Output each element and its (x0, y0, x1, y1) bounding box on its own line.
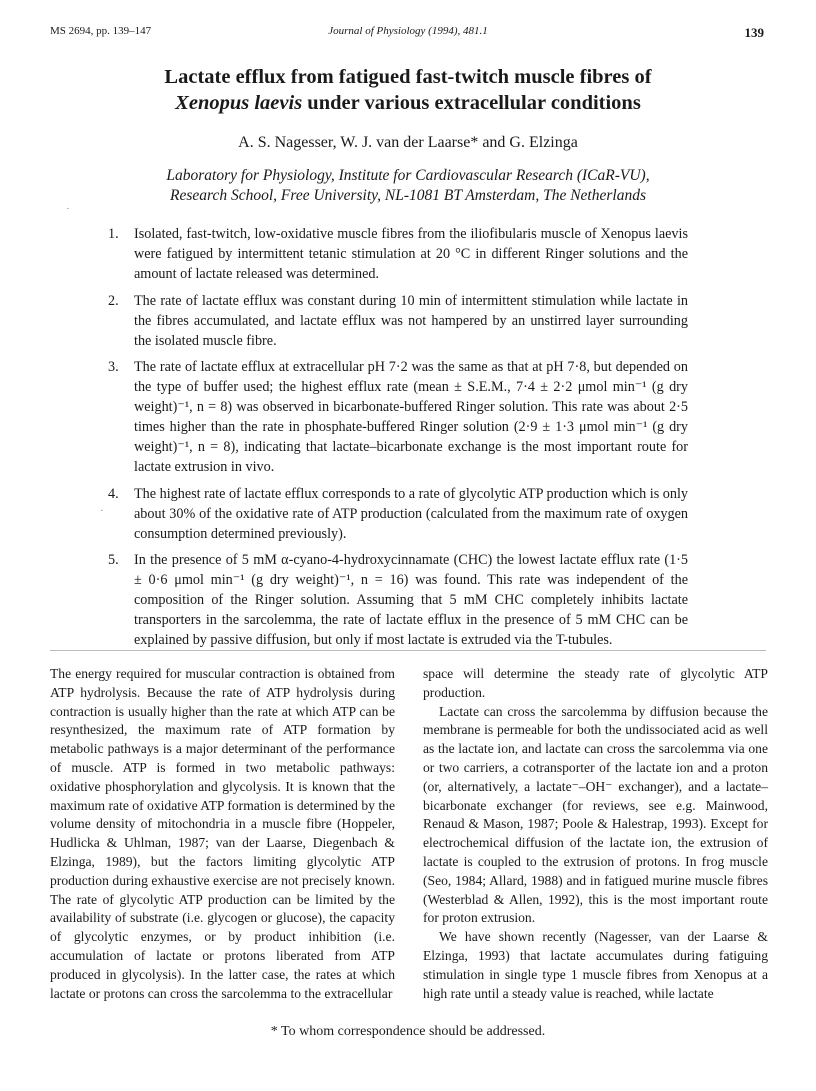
title-line-2-rest: under various extracellular conditions (302, 92, 641, 114)
correspondence-footnote: * To whom correspondence should be addressed. (270, 1024, 546, 1039)
title-line-1: Lactate efflux from fatigued fast-twitch muscle fibres of (164, 66, 652, 88)
body-paragraph: Lactate can cross the sarcolemma by diffusion because the membrane is permeable for both the undissociated acid as well as the lactate ion, and lactate can cross the sarcolemma via one or two carriers, a cotransporter of the lactate ion and a proton (or, alternatively, a lactate⁻–OH⁻ exchanger), and a lactate–bicarbonate exchanger (for reviews, see e.g. Mainwood, Renaud & Mason, 1987; Poole & Halestrap, 1993). Except for electrochemical diffusion of the lactate ion, the extrusion of lactate is coupled to the extrusion of protons. In frog muscle (Seo, 1984; Allard, 1988) and in fatigued murine muscle fibres (Westerblad & Allen, 1992), this is the most important route for proton extrusion. (423, 703, 768, 926)
page-number: 139 (744, 25, 764, 40)
affiliation (0, 166, 816, 206)
body-column-left (50, 665, 395, 1003)
abstract-item: 3. The rate of lactate efflux at extracellular pH 7·2 was the same as that at pH 7·8, but depended on the type of buffer used; the highest efflux rate (mean ± S.E.M., 7·4 ± 2·2 μmol min⁻¹ (g dry weight)⁻¹, n = 8) was observed in bicarbonate-buffered Ringer solution. This rate was about 2·5 times higher than the rate in phosphate-buffered Ringer solution (2·9 ± 1·3 μmol min⁻¹ (g dry weight)⁻¹, n = 8), indicating that lactate–bicarbonate exchange is the most important route for lactate extrusion in vivo. (108, 359, 688, 475)
abstract-list (108, 224, 688, 657)
margin-mark: · (100, 505, 104, 517)
body-paragraph: We have shown recently (Nagesser, van der Laarse & Elzinga, 1993) that lactate accumulates during fatiguing stimulation in single type 1 muscle fibres from Xenopus at a high rate until a steady value is reached, while lactate (423, 929, 768, 1001)
title-line-2 (60, 90, 756, 116)
body-paragraph: space will determine the steady rate of glycolytic ATP production. (423, 666, 768, 700)
journal-citation: Journal of Physiology (1994), 481.1 (328, 25, 488, 37)
abstract-item: 5. In the presence of 5 mM α-cyano-4-hydroxycinnamate (CHC) the lowest lactate efflux rate (1·5 ± 0·6 μmol min⁻¹ (g dry weight)⁻¹, n = 16) was found. This rate was independent of the composition of the Ringer solution. Assuming that 5 mM CHC completely inhibits lactate transporters in the sarcolemma, the rate of lactate efflux in the presence of 5 mM CHC can be explained by passive diffusion, but only if most lactate is extruded via the T-tubules. (108, 552, 688, 648)
affiliation-line-1: Laboratory for Physiology, Institute for Cardiovascular Research (ICaR-VU), (166, 167, 650, 184)
species-name: Xenopus laevis (175, 92, 303, 114)
body-paragraph: The energy required for muscular contraction is obtained from ATP hydrolysis. Because the rate of ATP hydrolysis during contraction is usually higher than the rate at which ATP can be resynthesized, the maximum rate of ATP formation by metabolic pathways is a major determinant of the performance of muscle. ATP is formed in two metabolic pathways: oxidative phosphorylation and glycolysis. It is known that the maximum rate of oxidative ATP formation is determined by the volume density of mitochondria in a muscle fibre (Hoppeler, Hudlicka & Uhlman, 1987; van der Laarse, Diegenbach & Elzinga, 1989), but the factors limiting glycolytic ATP production during exhaustive exercise are not precisely known. The rate of glycolytic ATP production can be limited by the availability of substrate (i.e. glycogen or glucose), the capacity of glycolytic enzymes, or by product inhibition (i.e. accumulation of lactate or protons liberated from ATP produced in glycolysis). In the latter case, the rates at which lactate or protons can cross the sarcolemma to the extracellular (50, 666, 395, 1001)
abstract-item: 1. Isolated, fast-twitch, low-oxidative muscle fibres from the iliofibularis muscle of Xenopus laevis were fatigued by intermittent tetanic stimulation at 20 °C in different Ringer solutions and the amount of lactate released was determined. (108, 226, 688, 282)
abstract-item: 4. The highest rate of lactate efflux corresponds to a rate of glycolytic ATP production which is only about 30% of the oxidative rate of ATP production (calculated from the maximum rate of oxygen consumption determined previously). (108, 485, 688, 542)
article-title (60, 64, 756, 116)
manuscript-id: MS 2694, pp. 139–147 (50, 25, 152, 37)
body-column-right (423, 665, 768, 1003)
affiliation-line-2: Research School, Free University, NL-1081 BT Amsterdam, The Netherlands (169, 187, 646, 204)
section-divider (50, 650, 766, 651)
margin-mark: · (66, 203, 70, 215)
abstract-item: 2. The rate of lactate efflux was constant during 10 min of intermittent stimulation while lactate in the fibres accumulated, and lactate efflux was not hampered by an unstirred layer surrounding the isolated muscle fibre. (108, 292, 688, 349)
author-list: A. S. Nagesser, W. J. van der Laarse* and G. Elzinga (238, 134, 578, 151)
